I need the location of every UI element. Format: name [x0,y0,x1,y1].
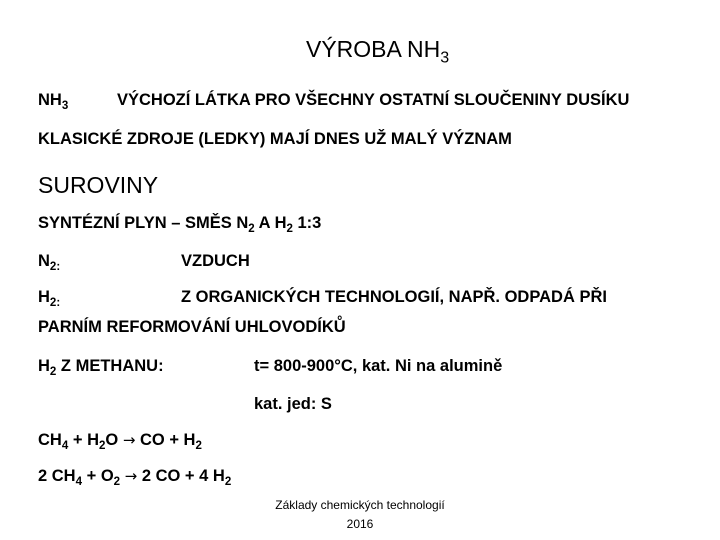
syngas-text-1: SYNTÉZNÍ PLYN – SMĚS N [38,214,249,232]
reaction-2-part-c: 2 CO + 4 H [137,467,225,485]
reaction-2-arrow: → [124,467,138,485]
n2-label [38,252,61,274]
reaction-1-sub-d: 2 [195,440,202,453]
reaction-1-part-c: O [105,431,123,449]
nh3-label-subscript: 3 [61,100,69,113]
syngas-text-3: 1:3 [292,214,322,232]
classic-sources-line: KLASICKÉ ZDROJE (LEDKY) MAJÍ DNES UŽ MALÝ VÝZNAM [38,130,512,148]
catalyst-poison: kat. jed: S [254,395,332,413]
reaction-2-part-a: 2 CH [38,467,76,485]
reaction-2-sub-c: 2 [224,476,232,489]
methane-label-subscript: 2 [49,366,57,379]
syngas-line [38,214,322,236]
reaction-2-sub-b: 2 [113,476,121,489]
page-title [306,36,450,67]
reaction-1-arrow: → [122,431,136,449]
methane-label-rest: Z METHANU: [56,357,164,375]
methane-label [38,357,164,379]
reaction-2 [38,467,232,489]
footer-course: Základy chemických technologií [275,498,445,512]
reaction-1 [38,431,202,453]
title-text: VÝROBA NH [306,36,441,62]
h2-continuation: PARNÍM REFORMOVÁNÍ UHLOVODÍKŮ [38,318,346,336]
h2-value: Z ORGANICKÝCH TECHNOLOGIÍ, NAPŘ. ODPADÁ PŘI [181,288,607,306]
reaction-2-sub-a: 4 [75,476,83,489]
methane-label-text: H [38,357,50,375]
footer-year: 2016 [346,517,374,531]
n2-label-subscript: 2: [49,261,61,274]
syngas-sub-1: 2 [248,223,255,236]
reaction-1-part-b: + H [68,431,99,449]
reaction-1-sub-b: 2 [99,440,106,453]
title-subscript: 3 [440,48,450,67]
h2-label-subscript: 2: [49,297,61,310]
suroviny-heading: SUROVINY [38,172,159,198]
nh3-description: VÝCHOZÍ LÁTKA PRO VŠECHNY OSTATNÍ SLOUČENINY DUSÍKU [117,91,630,109]
reaction-1-part-a: CH [38,431,62,449]
syngas-sub-2: 2 [286,223,293,236]
h2-label-text: H [38,288,50,306]
reaction-1-sub-a: 4 [61,440,69,453]
n2-label-text: N [38,252,50,270]
nh3-label-text: NH [38,91,62,109]
reaction-2-part-b: + O [82,467,114,485]
footer [240,496,480,534]
methane-conditions: t= 800-900°C, kat. Ni na alumině [254,357,503,375]
h2-label [38,288,61,310]
n2-value: VZDUCH [181,252,250,270]
syngas-text-2: A H [254,214,287,232]
nh3-label [38,91,69,113]
reaction-1-part-d: CO + H [135,431,196,449]
